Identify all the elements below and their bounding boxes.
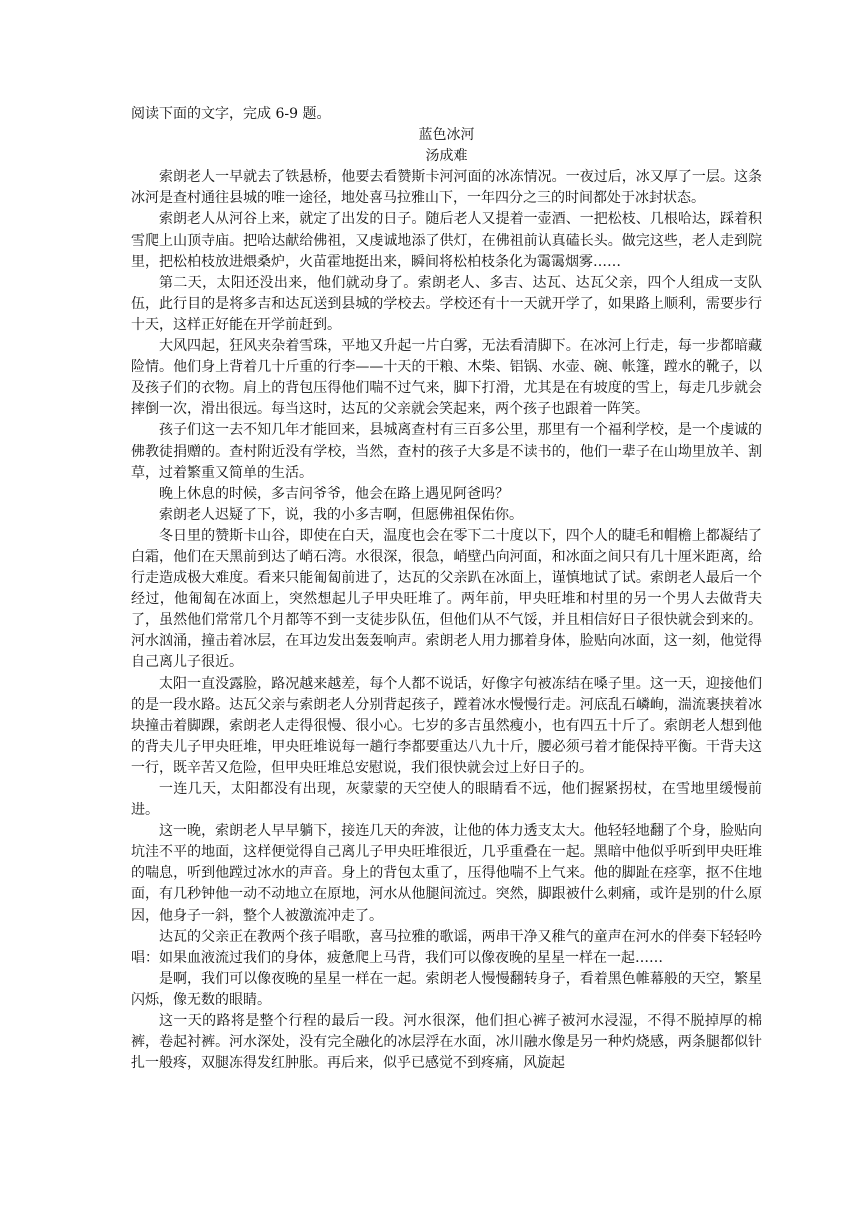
reading-instruction: 阅读下面的文字，完成 6-9 题。 xyxy=(131,106,331,122)
paragraph-2: 索朗老人从河谷上来，就定了出发的日子。随后老人又提着一壶酒、一把松枝、几根哈达，踩着积雪爬上山顶寺庙。把哈达献给佛祖，又虔诚地添了供灯，在佛祖前认真磕长头。做完这些，老人走到院里，把松柏枝放进煨桑炉，火苗霍地挺出来，瞬间将松柏枝条化为霭霭烟雾…… xyxy=(131,211,762,270)
paragraph-10: 一连几天，太阳都没有出现，灰蒙蒙的天空使人的眼睛看不远，他们握紧拐杖，在雪地里缓慢前进。 xyxy=(131,781,762,819)
paragraph-4: 大风四起，狂风夹杂着雪珠，平地又升起一片白雾，无法看清脚下。在冰河上行走，每一步都暗藏险情。他们身上背着几十斤重的行李——十天的干粮、木柴、铝锅、水壶、碗、帐篷，蹚水的靴子，以及孩子们的衣物。肩上的背包压得他们喘不过气来，脚下打滑，尤其是在有坡度的雪上，每走几步就会摔倒一次，滑出很远。每当这时，达瓦的父亲就会笑起来，两个孩子也跟着一阵笑。 xyxy=(131,338,762,418)
paragraph-12: 达瓦的父亲正在教两个孩子唱歌，喜马拉雅的歌谣，两串干净又稚气的童声在河水的伴奏下轻轻吟唱：如果血液流过我们的身体，疲惫爬上马背，我们可以像夜晚的星星一样在一起…… xyxy=(131,928,762,966)
paragraph-6: 晚上休息的时候，多吉问爷爷，他会在路上遇见阿爸吗？ xyxy=(159,485,509,502)
paragraph-7: 索朗老人迟疑了下，说，我的小多吉啊，但愿佛祖保佑你。 xyxy=(159,506,523,523)
article-title: 蓝色冰河 xyxy=(418,127,475,144)
paragraph-1: 索朗老人一早就去了铁悬桥，他要去看赞斯卡河河面的冰冻情况。一夜过后，冰又厚了一层。这条冰河是查村通往县城的唯一途径，地处喜马拉雅山下，一年四分之三的时间都处于冰封状态。 xyxy=(131,169,762,207)
paragraph-5: 孩子们这一去不知几年才能回来，县城离查村有三百多公里，那里有一个福利学校，是一个虔诚的佛教徒捐赠的。查村附近没有学校，当然，查村的孩子大多是不读书的，他们一辈子在山坳里放羊、割草，过着繁重又简单的生活。 xyxy=(131,422,762,481)
paragraph-9: 太阳一直没露脸，路况越来越差，每个人都不说话，好像字句被冻结在嗓子里。这一天，迎接他们的是一段水路。达瓦父亲与索朗老人分别背起孩子，蹚着冰水慢慢行走。河底乱石嶙峋，湍流裹挟着冰块撞击着脚踝，索朗老人走得很慢、很小心。七岁的多吉虽然瘦小，也有四五十斤了。索朗老人想到他的背夫儿子甲央旺堆，甲央旺堆说每一趟行李都要重达八九十斤，腰必须弓着才能保持平衡。干背夫这一行，既辛苦又危险，但甲央旺堆总安慰说，我们很快就会过上好日子的。 xyxy=(131,675,762,776)
paragraph-8: 冬日里的赞斯卡山谷，即使在白天，温度也会在零下二十度以下，四个人的睫毛和帽檐上都凝结了白霜，他们在天黑前到达了峭石湾。水很深，很急，峭壁凸向河面，和冰面之间只有几十厘米距离，给行走造成极大难度。看来只能匍匐前进了，达瓦的父亲趴在冰面上，谨慎地试了试。索朗老人最后一个经过，他匍匐在冰面上，突然想起儿子甲央旺堆了。两年前，甲央旺堆和村里的另一个男人去做背夫了，虽然他们常常几个月都等不到一支徒步队伍，但他们从不气馁，并且相信好日子很快就会到来的。河水汹涌，撞击着冰层，在耳边发出轰轰响声。索朗老人用力挪着身体，脸贴向冰面，这一刻，他觉得自己离儿子很近。 xyxy=(131,527,762,671)
paragraph-3: 第二天，太阳还没出来，他们就动身了。索朗老人、多吉、达瓦、达瓦父亲，四个人组成一支队伍，此行目的是将多吉和达瓦送到县城的学校去。学校还有十一天就开学了，如果路上顺利，需要步行十天，这样正好能在开学前赶到。 xyxy=(131,274,762,333)
paragraph-11: 这一晚，索朗老人早早躺下，接连几天的奔波，让他的体力透支太大。他轻轻地翻了个身，脸贴向坑洼不平的地面，这样便觉得自己离儿子甲央旺堆很近，几乎重叠在一起。黑暗中他似乎听到甲央旺堆的喘息，听到他蹚过冰水的声音。身上的背包太重了，压得他喘不上气来。他的脚趾在痉挛，抠不住地面，有几秒钟他一动不动地立在原地，河水从他腿间流过。突然，脚跟被什么刺痛，或许是别的什么原因，他身子一斜，整个人被激流冲走了。 xyxy=(131,823,762,924)
article-author: 汤成难 xyxy=(425,148,468,165)
paragraph-14: 这一天的路将是整个行程的最后一段。河水很深，他们担心裤子被河水浸湿，不得不脱掉厚的棉裤，卷起衬裤。河水深处，没有完全融化的冰层浮在水面，冰川融水像是另一种灼烧感，两条腿都似针扎一般疼，双腿冻得发红肿胀。再后来，似乎已感觉不到疼痛，风旋起 xyxy=(131,1013,762,1072)
article-body xyxy=(131,167,762,1074)
paragraph-13: 是啊，我们可以像夜晚的星星一样在一起。索朗老人慢慢翻转身子，看着黑色帷幕般的天空，繁星闪烁，像无数的眼睛。 xyxy=(131,970,762,1008)
